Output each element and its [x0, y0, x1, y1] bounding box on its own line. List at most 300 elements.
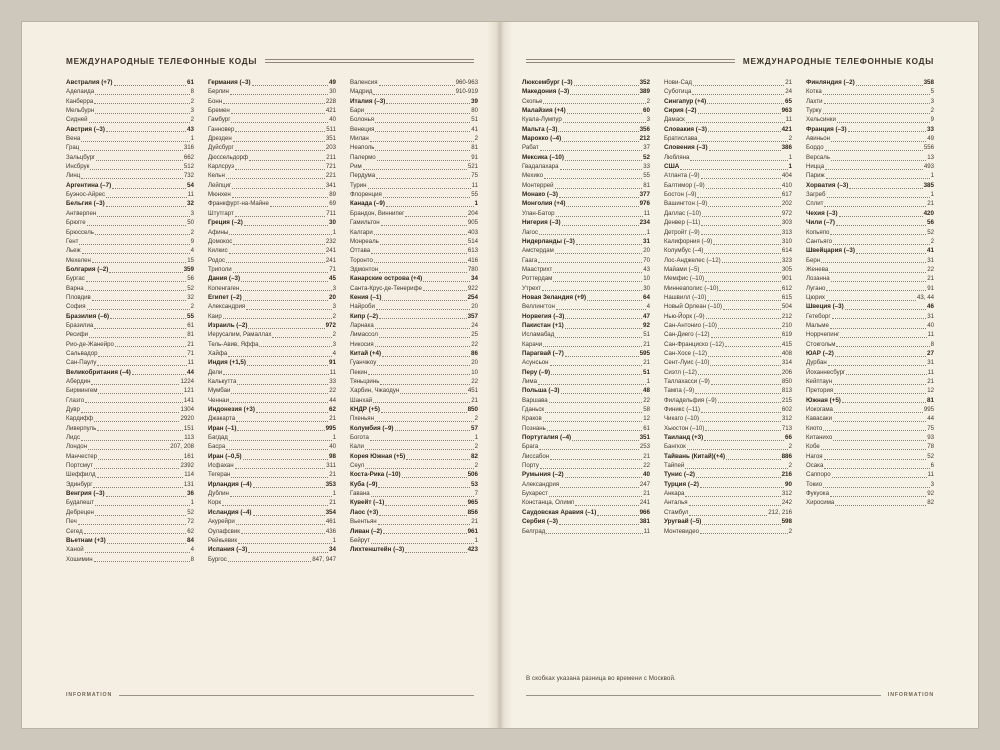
leader-dots	[98, 393, 182, 394]
entry-name: Корк	[208, 499, 221, 507]
entry-code: 31	[927, 256, 934, 264]
country-entry	[806, 125, 934, 134]
entry-name: Дурбан	[806, 359, 827, 367]
leader-dots	[379, 85, 455, 86]
country-entry	[350, 424, 478, 433]
entry-code: 1	[332, 490, 336, 498]
entry-name: Миннеаполис (–10)	[664, 284, 719, 292]
city-entry	[350, 209, 478, 218]
entry-code: 20	[329, 293, 336, 301]
country-entry	[522, 312, 650, 321]
city-entry	[664, 489, 792, 498]
city-entry	[522, 396, 650, 405]
city-entry	[664, 414, 792, 423]
entry-name: Лимассол	[350, 331, 378, 339]
country-entry	[806, 396, 934, 405]
entry-name: Китай (+4)	[350, 349, 382, 357]
entry-name: Манчестер	[66, 452, 98, 460]
entry-code: 614	[781, 247, 792, 255]
city-entry	[350, 536, 478, 545]
entry-name: Кали	[350, 443, 364, 451]
city-entry	[208, 209, 336, 218]
city-entry	[664, 302, 792, 311]
city-entry	[208, 199, 336, 208]
city-entry	[208, 433, 336, 442]
entry-name: Портсмут	[66, 462, 93, 470]
city-entry	[350, 228, 478, 237]
entry-name: Триполи	[208, 265, 232, 273]
city-entry	[66, 386, 194, 395]
leader-dots	[81, 141, 189, 142]
leader-dots	[719, 290, 780, 291]
leader-dots	[830, 234, 926, 235]
city-entry	[350, 517, 478, 526]
leader-dots	[231, 113, 325, 114]
entry-code: 356	[639, 125, 650, 133]
entry-code: 82	[471, 452, 478, 460]
entry-name: Дрезден	[208, 135, 232, 143]
entry-code: 215	[781, 396, 792, 404]
entry-name: Тунис (–2)	[664, 471, 695, 479]
entry-code: 207, 208	[170, 443, 194, 451]
city-entry	[806, 106, 934, 115]
country-entry	[522, 386, 650, 395]
leader-dots	[693, 85, 784, 86]
leader-dots	[249, 160, 325, 161]
entry-name: Люксембург (–3)	[522, 79, 573, 86]
entry-code: 1	[930, 172, 934, 180]
city-entry	[208, 181, 336, 190]
entry-name: Версаль	[806, 153, 831, 161]
entry-name: Сингапур (+4)	[664, 97, 707, 105]
leader-dots	[375, 150, 470, 151]
entry-name: Великобритания (–4)	[66, 368, 131, 376]
entry-name: Ченнаи	[208, 396, 229, 404]
entry-code: 216	[781, 471, 792, 479]
entry-name: Домокос	[208, 237, 233, 245]
leader-dots	[96, 160, 183, 161]
entry-name: Берн	[806, 256, 821, 264]
entry-code: 82	[927, 499, 934, 507]
leader-dots	[695, 393, 781, 394]
country-entry	[522, 87, 650, 96]
city-entry	[208, 265, 336, 274]
country-entry	[522, 199, 650, 208]
entry-code: 613	[467, 247, 478, 255]
city-entry	[66, 442, 194, 451]
city-entry	[522, 265, 650, 274]
entry-code: 11	[187, 191, 194, 199]
entry-code: 2	[474, 415, 478, 423]
entry-code: 615	[781, 293, 792, 301]
entry-name: Токио	[806, 480, 823, 488]
city-entry	[664, 134, 792, 143]
city-entry	[208, 302, 336, 311]
leader-dots	[834, 412, 923, 413]
leader-dots	[701, 412, 781, 413]
entry-code: 78	[927, 443, 934, 451]
city-entry	[350, 368, 478, 377]
city-entry	[208, 536, 336, 545]
country-entry	[66, 536, 194, 545]
entry-code: 436	[325, 527, 336, 535]
city-entry	[806, 190, 934, 199]
city-entry	[66, 115, 194, 124]
leader-dots	[823, 113, 930, 114]
entry-code: 386	[781, 144, 792, 152]
entry-code: 24	[785, 88, 792, 96]
leader-dots	[559, 197, 639, 198]
leader-dots	[826, 178, 930, 179]
entry-name: Норрчепинг	[806, 331, 840, 339]
leader-dots	[555, 337, 642, 338]
entry-name: Дамаск	[664, 116, 685, 124]
entry-code: 389	[639, 88, 650, 96]
entry-code: 48	[643, 387, 650, 395]
leader-dots	[371, 253, 467, 254]
city-entry	[66, 405, 194, 414]
city-entry	[806, 414, 934, 423]
entry-code: 52	[643, 153, 650, 161]
entry-code: 71	[329, 265, 336, 273]
entry-name: Чили (–7)	[806, 219, 835, 227]
entry-code: 52	[927, 228, 934, 236]
entry-name: Уругвай (–5)	[664, 518, 702, 526]
leader-dots	[834, 393, 926, 394]
entry-code: 2	[190, 303, 194, 311]
leader-dots	[380, 244, 467, 245]
entry-name: Варна	[66, 284, 84, 292]
country-entry	[208, 545, 336, 554]
leader-dots	[235, 150, 325, 151]
entry-code: 89	[329, 191, 336, 199]
entry-name: Хошимин	[66, 555, 93, 563]
entry-name: Бразилия (–6)	[66, 312, 110, 320]
entry-name: Бельгия (–3)	[66, 200, 105, 208]
city-entry	[66, 143, 194, 152]
entry-name: Лиссабон	[522, 452, 550, 460]
entry-name: Бухарест	[522, 490, 548, 498]
entry-code: 20	[643, 247, 650, 255]
entry-name: Турция (–2)	[664, 480, 699, 488]
city-entry	[66, 452, 194, 461]
entry-code: 312	[781, 490, 792, 498]
entry-name: Гент	[66, 237, 79, 245]
entry-name: Оттава	[350, 247, 371, 255]
entry-name: Таиланд (+3)	[664, 434, 704, 442]
entry-code: 4	[190, 546, 194, 554]
entry-code: 1224	[180, 378, 194, 385]
leader-dots	[689, 515, 767, 516]
entry-name: Копенгаген	[208, 284, 240, 292]
entry-name: Калькутта	[208, 378, 237, 385]
leader-dots	[85, 290, 187, 291]
entry-code: 21	[643, 452, 650, 460]
entry-name: Детройт (–9)	[664, 228, 700, 236]
entry-code: 254	[467, 293, 478, 301]
entry-code: 27	[927, 349, 934, 357]
city-entry	[806, 265, 934, 274]
leader-dots	[222, 505, 328, 506]
entry-name: Ганновер	[208, 125, 235, 133]
country-entry	[350, 274, 478, 283]
leader-dots	[226, 262, 325, 263]
entry-name: Исфахан	[208, 462, 234, 470]
leader-dots	[382, 356, 470, 357]
country-entry	[350, 527, 478, 536]
entry-code: 4	[332, 349, 336, 357]
entry-code: 353	[325, 480, 336, 488]
leader-dots	[386, 103, 470, 104]
entry-name: Калифорния (–9)	[664, 237, 713, 245]
leader-dots	[379, 318, 466, 319]
city-entry	[350, 321, 478, 330]
city-entry	[522, 97, 650, 106]
code-column	[664, 78, 792, 536]
leader-dots	[560, 487, 639, 488]
entry-name: Пакистан (+1)	[522, 321, 564, 329]
leader-dots	[223, 374, 328, 375]
leader-dots	[718, 328, 781, 329]
entry-code: 21	[927, 275, 934, 283]
city-entry	[806, 340, 934, 349]
country-entry	[208, 452, 336, 461]
city-entry	[664, 218, 792, 227]
country-entry	[806, 181, 934, 190]
entry-code: 3	[646, 116, 650, 124]
leader-dots	[368, 188, 471, 189]
city-entry	[806, 321, 934, 330]
entry-name: Акурейри	[208, 518, 235, 526]
city-entry	[350, 302, 478, 311]
city-entry	[522, 452, 650, 461]
entry-code: 55	[187, 312, 194, 320]
city-entry	[208, 143, 336, 152]
leader-dots	[840, 337, 926, 338]
leader-dots	[700, 272, 780, 273]
left-page-header	[66, 54, 474, 68]
leader-dots	[106, 197, 187, 198]
entry-code: 11	[927, 471, 934, 479]
entry-code: 960-963	[455, 79, 478, 86]
entry-code: 60	[643, 107, 650, 115]
leader-dots	[706, 188, 781, 189]
entry-code: 11	[471, 181, 478, 189]
leader-dots	[705, 281, 781, 282]
code-column	[208, 78, 336, 564]
entry-name: Киото	[806, 424, 823, 432]
entry-code: 1	[646, 228, 650, 236]
entry-code: 56	[187, 275, 194, 283]
city-entry	[522, 209, 650, 218]
city-entry	[350, 171, 478, 180]
entry-name: Таллахасси (–9)	[664, 378, 710, 385]
city-entry	[66, 433, 194, 442]
leader-dots	[836, 225, 926, 226]
city-entry	[350, 442, 478, 451]
entry-code: 323	[781, 256, 792, 264]
country-entry	[350, 405, 478, 414]
leader-dots	[79, 244, 189, 245]
entry-code: 54	[187, 181, 194, 189]
entry-code: 47	[643, 312, 650, 320]
leader-dots	[556, 309, 646, 310]
leader-dots	[555, 188, 643, 189]
entry-code: 20	[471, 359, 478, 367]
leader-dots	[831, 281, 927, 282]
leader-dots	[235, 169, 325, 170]
entry-name: Абердин	[66, 378, 91, 385]
leader-dots	[856, 85, 923, 86]
footer-label: INFORMATION	[887, 692, 934, 698]
entry-code: 512	[183, 163, 194, 171]
city-entry	[350, 153, 478, 162]
city-entry	[208, 190, 336, 199]
entry-name: Бари	[350, 107, 365, 115]
entry-name: Португалия (–4)	[522, 434, 572, 442]
leader-dots	[226, 178, 325, 179]
city-entry	[66, 162, 194, 171]
country-entry	[522, 78, 650, 87]
entry-name: Словения (–3)	[664, 144, 708, 152]
code-column	[66, 78, 194, 564]
entry-name: Инсбрук	[66, 163, 90, 171]
entry-name: Лаос (+3)	[350, 508, 379, 516]
entry-name: Норвегия (–3)	[522, 312, 565, 320]
entry-name: Майами (–5)	[664, 265, 700, 273]
city-entry	[806, 480, 934, 489]
city-entry	[208, 442, 336, 451]
entry-code: 966	[639, 508, 650, 516]
entry-code: 341	[325, 181, 336, 189]
entry-name: Калгари	[350, 228, 373, 236]
country-entry	[66, 265, 194, 274]
entry-code: 64	[643, 293, 650, 301]
leader-dots	[375, 346, 471, 347]
entry-code: 595	[639, 349, 650, 357]
entry-code: 131	[183, 480, 194, 488]
country-entry	[66, 199, 194, 208]
entry-code: 51	[471, 116, 478, 124]
entry-name: Бразилиа	[66, 321, 94, 329]
entry-code: 303	[781, 219, 792, 227]
entry-code: 70	[643, 256, 650, 264]
leader-dots	[94, 103, 189, 104]
country-entry	[522, 517, 650, 526]
entry-name: Брюссель	[66, 228, 94, 236]
entry-name: Израиль (–2)	[208, 321, 248, 329]
entry-code: 71	[187, 349, 194, 357]
country-entry	[66, 125, 194, 134]
entry-name: Германия (–3)	[208, 79, 251, 86]
city-entry	[664, 228, 792, 237]
entry-name: Сан-Хосе (–12)	[664, 349, 707, 357]
entry-name: Карачи	[522, 340, 543, 348]
entry-code: 44	[329, 396, 336, 404]
city-entry	[350, 162, 478, 171]
leader-dots	[90, 169, 183, 170]
leader-dots	[371, 496, 474, 497]
entry-code: 732	[183, 172, 194, 180]
entry-name: Глазго	[66, 396, 85, 404]
entry-name: Тегеран	[208, 471, 231, 479]
leader-dots	[373, 402, 470, 403]
city-entry	[806, 162, 934, 171]
entry-name: Братислава	[664, 135, 698, 143]
entry-code: 61	[187, 321, 194, 329]
entry-code: 241	[325, 247, 336, 255]
leader-dots	[88, 449, 169, 450]
entry-code: 21	[643, 359, 650, 367]
entry-code: 381	[639, 518, 650, 526]
country-entry	[66, 312, 194, 321]
city-entry	[66, 246, 194, 255]
entry-code: 351	[325, 135, 336, 143]
leader-dots	[842, 402, 926, 403]
city-entry	[66, 480, 194, 489]
city-entry	[664, 237, 792, 246]
entry-name: Сиэтл (–12)	[664, 368, 697, 376]
city-entry	[806, 134, 934, 143]
country-entry	[664, 517, 792, 526]
entry-name: Денвер (–11)	[664, 219, 701, 227]
country-entry	[66, 489, 194, 498]
leader-dots	[376, 309, 470, 310]
entry-code: 2	[332, 312, 336, 320]
entry-name: Нагоя	[806, 452, 823, 460]
entry-name: Лондон	[66, 443, 88, 451]
entry-code: 93	[927, 434, 934, 442]
entry-name: Джакарта	[208, 415, 236, 423]
entry-code: 357	[467, 312, 478, 320]
leader-dots	[231, 393, 328, 394]
leader-dots	[405, 216, 466, 217]
entry-name: Сан-Франциско (–12)	[664, 340, 725, 348]
country-entry	[522, 349, 650, 358]
entry-code: 416	[467, 256, 478, 264]
entry-code: 6	[930, 462, 934, 470]
country-entry	[208, 321, 336, 330]
entry-code: 32	[187, 293, 194, 301]
leader-dots	[383, 533, 466, 534]
entry-code: 55	[471, 191, 478, 199]
entry-code: 21	[329, 415, 336, 423]
entry-code: 10	[643, 275, 650, 283]
city-entry	[806, 330, 934, 339]
entry-name: Гавана	[350, 490, 370, 498]
entry-code: 617	[781, 191, 792, 199]
entry-name: Александрия	[522, 480, 560, 488]
entry-code: 40	[643, 471, 650, 479]
entry-name: Сан-Диего (–12)	[664, 331, 710, 339]
entry-code: 62	[329, 406, 336, 414]
entry-name: Грац	[66, 144, 80, 152]
leader-dots	[849, 188, 922, 189]
city-entry	[664, 330, 792, 339]
entry-code: 4	[190, 247, 194, 255]
time-difference-note: В скобках указана разница во времени с Москвой.	[526, 675, 676, 682]
leader-dots	[701, 178, 781, 179]
entry-name: Хайфа	[208, 349, 228, 357]
entry-code: 995	[325, 424, 336, 432]
leader-dots	[824, 459, 927, 460]
entry-code: 31	[927, 359, 934, 367]
entry-name: Новый Орлеан (–10)	[664, 303, 723, 311]
leader-dots	[833, 421, 926, 422]
entry-code: 33	[329, 378, 336, 385]
entry-code: 11	[643, 527, 650, 535]
leader-dots	[106, 496, 187, 497]
